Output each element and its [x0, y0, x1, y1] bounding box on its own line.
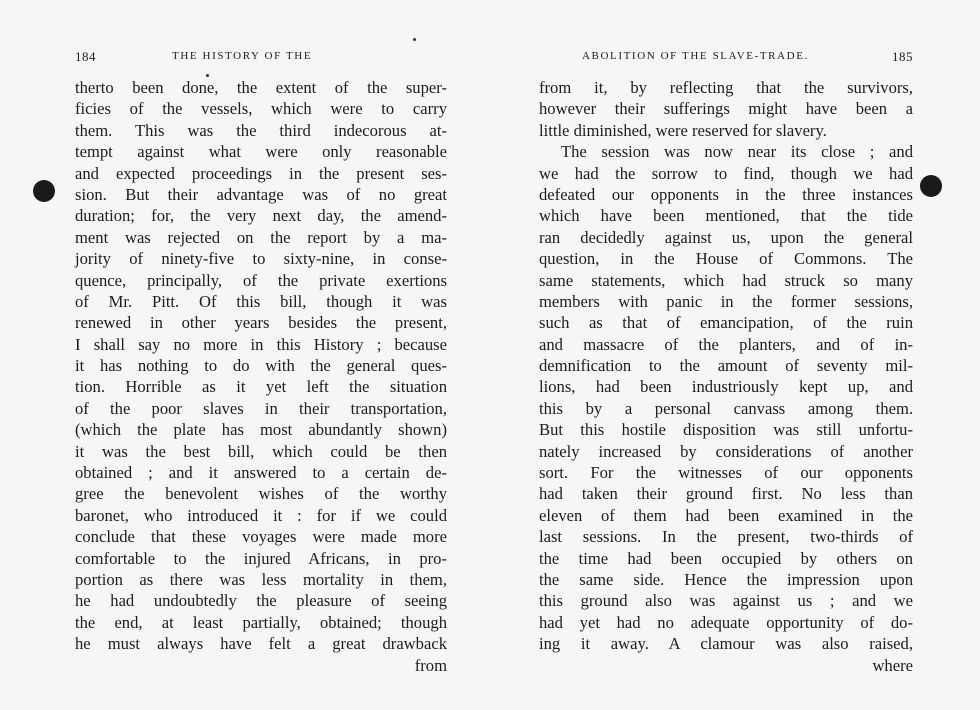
text-line: defeated our opponents in the three instances — [539, 184, 913, 204]
text-line: jority of ninety-five to sixty-nine, in conse- — [75, 249, 447, 269]
text-line: tion. Horrible as it yet left the situation — [75, 377, 447, 397]
ink-speck — [206, 74, 209, 77]
right-page-text — [539, 77, 913, 676]
text-line: portion as there was less mortality in them, — [75, 569, 447, 589]
text-line: question, in the House of Commons. The — [539, 249, 913, 269]
text-line: had yet had no adequate opportunity of do- — [539, 612, 913, 632]
catchword: where — [872, 655, 913, 675]
text-line: little diminished, were reserved for slavery. — [539, 120, 827, 140]
text-line: however their sufferings might have been a — [539, 99, 913, 119]
right-page-number: 185 — [892, 49, 913, 64]
text-line: we had the sorrow to find, though we had — [539, 163, 913, 183]
text-line: he had undoubtedly the pleasure of seeing — [75, 591, 447, 611]
text-line: this by a personal canvass among them. — [539, 398, 913, 418]
text-line: nately increased by considerations of another — [539, 441, 913, 461]
binding-hole-right — [920, 175, 942, 197]
text-line: But this hostile disposition was still unfortu- — [539, 420, 913, 440]
text-line: The session was now near its close ; and — [561, 142, 913, 162]
left-running-head: THE HISTORY OF THE — [172, 50, 313, 62]
text-line: ment was rejected on the report by a ma- — [75, 227, 447, 247]
text-line: the end, at least partially, obtained; though — [75, 612, 447, 632]
catchword: from — [414, 655, 447, 675]
text-line: quence, principally, of the private exertions — [75, 270, 447, 290]
text-line: duration; for, the very next day, the amend- — [75, 206, 447, 226]
right-running-head: ABOLITION OF THE SLAVE-TRADE. — [582, 50, 809, 62]
text-line: ran decidedly against us, upon the general — [539, 227, 913, 247]
text-line: demnification to the amount of seventy mil- — [539, 356, 913, 376]
text-line: therto been done, the extent of the super- — [75, 78, 447, 97]
text-line: same statements, which had struck so many — [539, 270, 913, 290]
text-line: sion. But their advantage was of no great — [75, 184, 447, 204]
text-line: which have been mentioned, that the tide — [539, 206, 913, 226]
text-line: renewed in other years besides the present, — [75, 313, 447, 333]
text-line: conclude that these voyages were made more — [75, 527, 447, 547]
text-line: obtained ; and it answered to a certain de- — [75, 463, 447, 483]
text-line: gree the benevolent wishes of the worthy — [75, 484, 447, 504]
text-line: tempt against what were only reasonable — [75, 142, 447, 162]
text-line: comfortable to the injured Africans, in pro- — [75, 548, 447, 568]
text-line: such as that of emancipation, of the ruin — [539, 313, 913, 333]
text-line: ing it away. A clamour was also raised, — [539, 634, 913, 654]
ink-speck — [413, 38, 416, 41]
text-line: and massacre of the planters, and of in- — [539, 334, 913, 354]
left-page-number: 184 — [75, 49, 96, 64]
text-line: the same side. Hence the impression upon — [539, 569, 913, 589]
text-line: the time had been occupied by others on — [539, 548, 913, 568]
text-line: it was the best bill, which could be then — [75, 441, 447, 461]
text-line: sort. For the witnesses of our opponents — [539, 463, 913, 483]
text-line: and expected proceedings in the present ses- — [75, 163, 447, 183]
left-page-text — [75, 77, 447, 676]
text-line: he must always have felt a great drawback — [75, 634, 447, 654]
text-line: lions, had been industriously kept up, and — [539, 377, 913, 397]
right-page — [490, 0, 980, 710]
text-line: members with panic in the former sessions, — [539, 291, 913, 311]
text-line: from it, by reflecting that the survivors, — [539, 78, 913, 97]
text-line: of Mr. Pitt. Of this bill, though it was — [75, 291, 447, 311]
text-line: had taken their ground first. No less than — [539, 484, 913, 504]
text-line: I shall say no more in this History ; because — [75, 334, 447, 354]
text-line: it has nothing to do with the general ques- — [75, 356, 447, 376]
text-line: this ground also was against us ; and we — [539, 591, 913, 611]
text-line: (which the plate has most abundantly shown) — [75, 420, 447, 440]
text-line: baronet, who introduced it : for if we could — [75, 505, 447, 525]
text-line: last sessions. In the present, two-thirds of — [539, 527, 913, 547]
text-line: of the poor slaves in their transportation, — [75, 398, 447, 418]
text-line: ficies of the vessels, which were to carry — [75, 99, 447, 119]
text-line: them. This was the third indecorous at- — [75, 120, 447, 140]
text-line: eleven of them had been examined in the — [539, 505, 913, 525]
binding-hole-left — [33, 180, 55, 202]
